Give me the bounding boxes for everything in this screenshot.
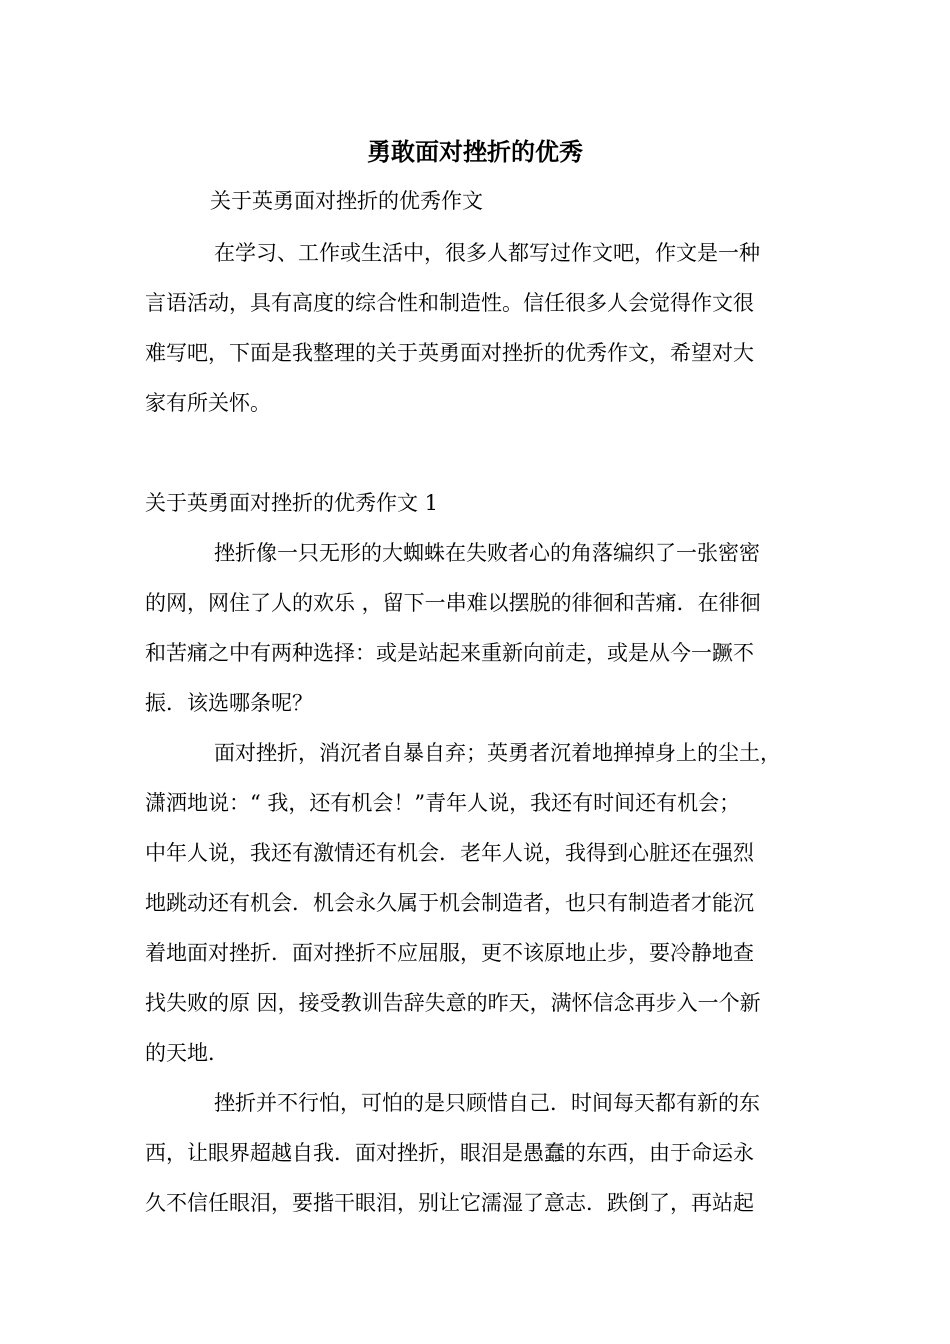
paragraph-line: 中年人说，我还有激情还有机会．老年人说，我得到心脏还在强烈	[145, 841, 754, 865]
document-subtitle: 关于英勇面对挫折的优秀作文	[210, 189, 483, 213]
section-heading: 关于英勇面对挫折的优秀作文 1	[145, 491, 439, 515]
paragraph-line: 西，让眼界超越自我．面对挫折，眼泪是愚蠢的东西，由于命运永	[145, 1141, 754, 1165]
paragraph-line: 挫折并不行怕，可怕的是只顾惜自己．时间每天都有新的东	[214, 1091, 760, 1115]
intro-line: 在学习、工作或生活中，很多人都写过作文吧，作文是一种	[214, 241, 760, 265]
paragraph-line: 久不信任眼泪，要揩干眼泪，别让它濡湿了意志．跌倒了，再站起	[145, 1191, 754, 1215]
paragraph-line: 的天地．	[145, 1041, 229, 1065]
intro-line: 家有所关怀。	[145, 391, 271, 415]
paragraph-line: 的网，网住了人的欢乐 ，留下一串难以摆脱的徘徊和苦痛．在徘徊	[145, 591, 761, 615]
intro-line: 难写吧，下面是我整理的关于英勇面对挫折的优秀作文，希望对大	[145, 341, 754, 365]
paragraph-line: 着地面对挫折．面对挫折不应屈服，更不该原地止步，要冷静地查	[145, 941, 754, 965]
paragraph-line: 潇洒地说：“ 我，还有机会！”青年人说，我还有时间还有机会；	[145, 791, 741, 815]
paragraph-line: 和苦痛之中有两种选择：或是站起来重新向前走，或是从今一蹶不	[145, 641, 754, 665]
document-title: 勇敢面对挫折的优秀	[367, 137, 583, 166]
paragraph-line: 面对挫折，消沉者自暴自弃；英勇者沉着地掸掉身上的尘土，	[214, 741, 781, 765]
paragraph-line: 挫折像一只无形的大蜘蛛在失败者心的角落编织了一张密密	[214, 541, 760, 565]
paragraph-line: 地跳动还有机会．机会永久属于机会制造者，也只有制造者才能沉	[145, 891, 754, 915]
paragraph-line: 振．该选哪条呢？	[145, 691, 313, 715]
intro-line: 言语活动，具有高度的综合性和制造性。信任很多人会觉得作文很	[145, 291, 754, 315]
paragraph-line: 找失败的原 因，接受教训告辞失意的昨天，满怀信念再步入一个新	[145, 991, 761, 1015]
